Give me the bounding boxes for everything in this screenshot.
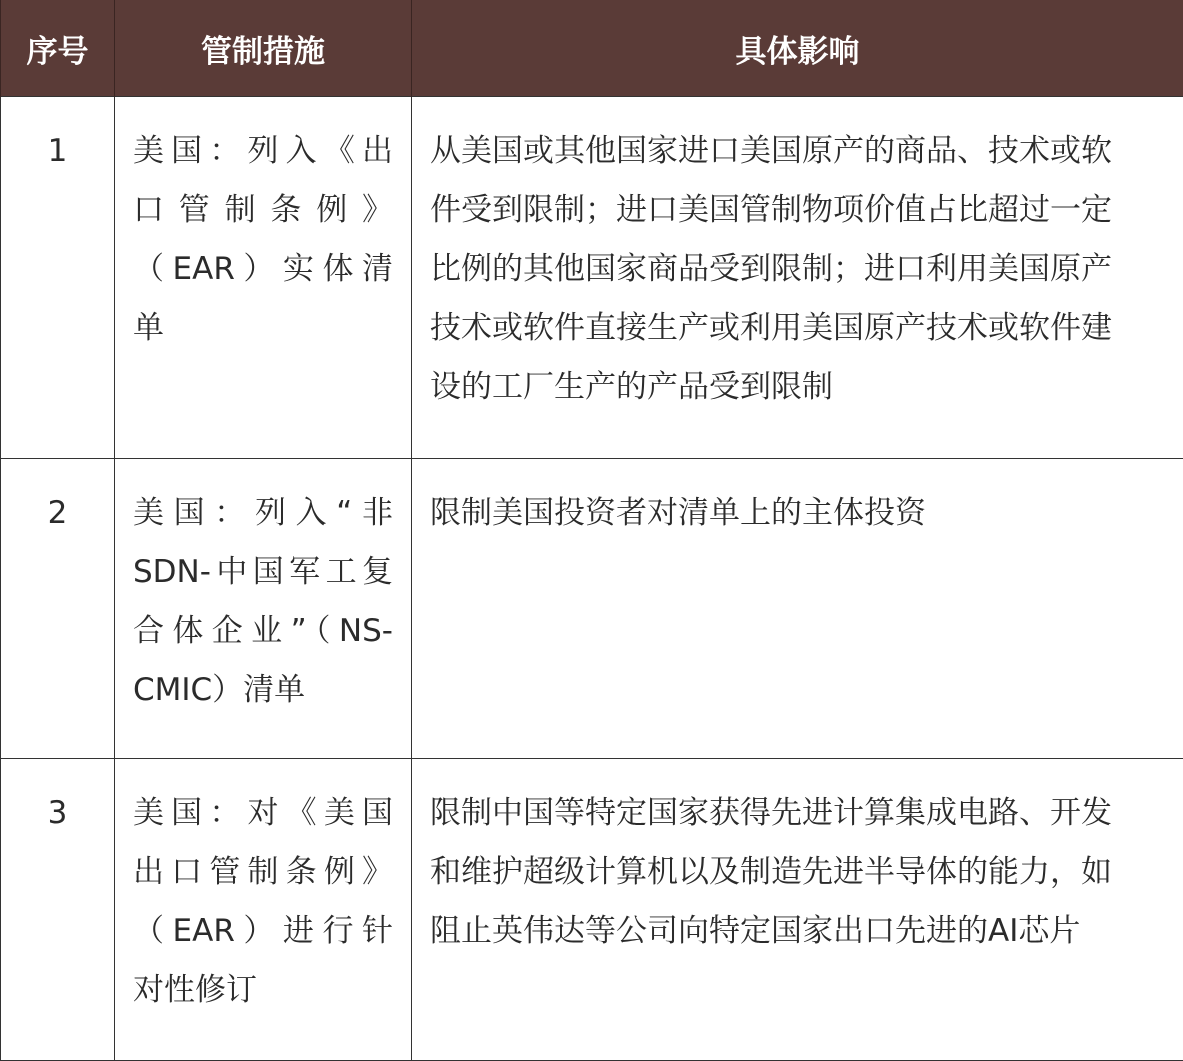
impact-line: 从美国或其他国家进口美国原产的商品、技术或软 [430,122,1171,181]
impact-line: 阻止英伟达等公司向特定国家出口先进的AI芯片 [430,902,1171,961]
impact-line: 限制中国等特定国家获得先进计算集成电路、开发 [430,784,1171,843]
header-row [1,0,1183,97]
measure-line: 对性修订 [133,961,393,1020]
impact-line: 比例的其他国家商品受到限制；进口利用美国原产 [430,240,1171,299]
measure-cell [115,459,412,759]
header-serial-number: 序号 [1,0,115,97]
impact-line: 技术或软件直接生产或利用美国原产技术或软件建 [430,299,1171,358]
measure-line: （EAR）实体清 [133,240,393,299]
impact-line: 件受到限制；进口美国管制物项价值占比超过一定 [430,181,1171,240]
row-number: 1 [1,97,115,459]
measure-cell [115,97,412,459]
impact-line: 限制美国投资者对清单上的主体投资 [430,484,1171,543]
measure-cell [115,759,412,1061]
measure-line: 单 [133,299,393,358]
measure-line: 美国：列入《出 [133,122,393,181]
table-row [1,759,1183,1061]
header-control-measure: 管制措施 [115,0,412,97]
impact-cell [412,759,1183,1061]
table-header [1,0,1183,97]
impact-line: 设的工厂生产的产品受到限制 [430,358,1171,417]
impact-cell [412,97,1183,459]
table-row [1,459,1183,759]
measure-line: CMIC）清单 [133,661,393,720]
impact-line: 和维护超级计算机以及制造先进半导体的能力，如 [430,843,1171,902]
measure-line: （EAR）进行针 [133,902,393,961]
header-specific-impact: 具体影响 [412,0,1183,97]
measure-line: 出口管制条例》 [133,843,393,902]
measure-line: 美国：列入“非 [133,484,393,543]
impact-cell [412,459,1183,759]
table-body [1,97,1183,1061]
measure-line: 合体企业”（NS- [133,602,393,661]
measure-line: 美国：对《美国 [133,784,393,843]
row-number: 3 [1,759,115,1061]
measure-line: SDN-中国军工复 [133,543,393,602]
table-row [1,97,1183,459]
row-number: 2 [1,459,115,759]
measure-line: 口管制条例》 [133,181,393,240]
